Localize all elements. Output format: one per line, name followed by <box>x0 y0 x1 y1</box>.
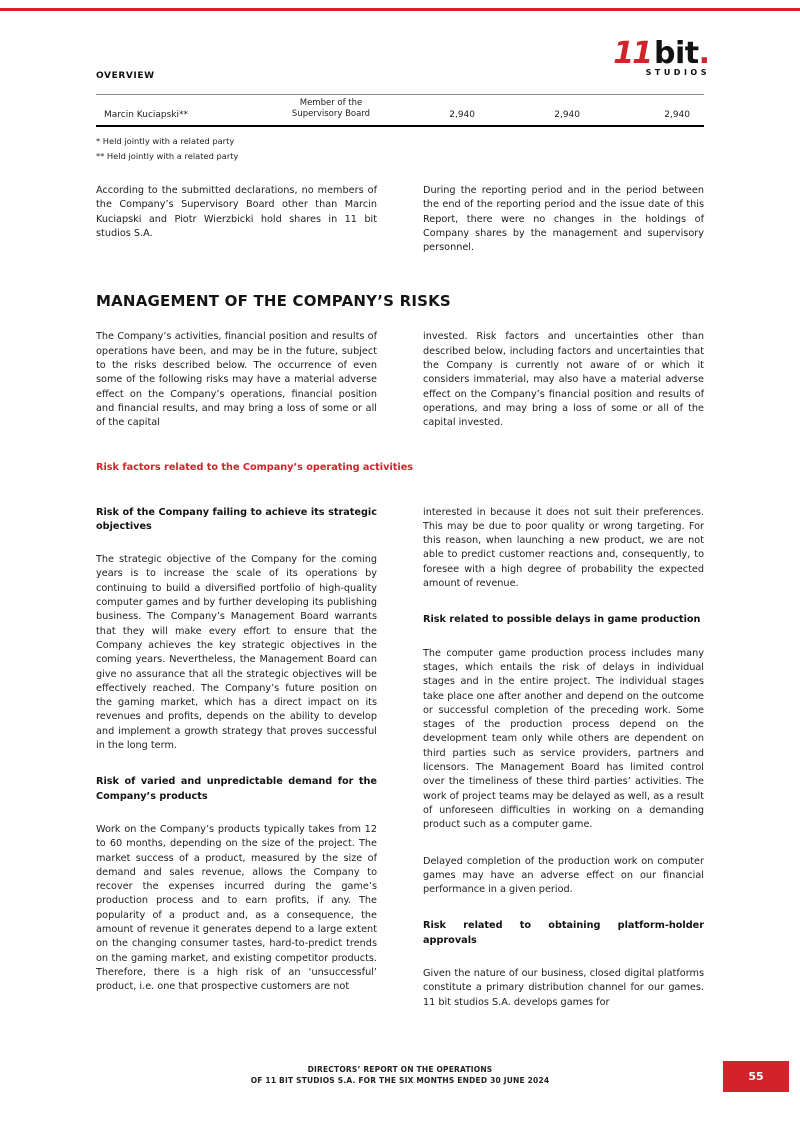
footer-report-title <box>0 1056 800 1086</box>
person-role <box>246 98 416 120</box>
shares-value-2: 2,940 <box>554 110 580 120</box>
section-label: OVERVIEW <box>96 71 155 81</box>
risk-paragraph: interested in because it does not suit their preferences. This may be due to poor quality or wrong targeting. For this reason, when launching a new product, we are not able to predict customer reactions and, consequently, to foresee with a high degree of probability the expected amount of revenue. <box>423 506 704 590</box>
footnote-2: ** Held jointly with a related party <box>96 151 239 161</box>
risk-intro-right: invested. Risk factors and uncertainties other than described below, including factors and uncertainties that the Company is currently not aware of or which it considers immaterial, may also have a material adverse effect on the Company’s financial position and results of operations, and may bring a loss of some or all of the capital invested. <box>423 331 704 429</box>
intro-columns <box>96 184 704 255</box>
risk-paragraph: Delayed completion of the production work on computer games may have an adverse effect on our financial performance in a given period. <box>423 855 704 896</box>
risk-subheading: Risk factors related to the Company’s operating activities <box>96 461 414 473</box>
page-footer <box>0 1056 800 1096</box>
content-area <box>96 94 704 1010</box>
risk-content-columns <box>96 506 704 1010</box>
intro-paragraph-left: According to the submitted declarations, no members of the Company’s Supervisory Board other than Marcin Kuciapski and Piotr Wierzbicki hold shares in 11 bit studios S.A. <box>96 185 377 239</box>
risk-intro-left: The Company’s activities, financial position and results of operations have been, and may be in the future, subject to the risks described below. The occurrence of even some of the following risks may have a material adverse effect on the Company’s operations, financial position and financial results, and may bring a loss of some or all of the capital <box>96 331 377 429</box>
shares-value-3: 2,940 <box>664 110 690 120</box>
section-title: MANAGEMENT OF THE COMPANY’S RISKS <box>96 292 451 311</box>
risk-column-left <box>96 506 377 1010</box>
risk-heading: Risk related to possible delays in game production <box>423 614 701 626</box>
risk-column-right <box>423 506 704 1010</box>
footnote-1: * Held jointly with a related party <box>96 136 235 146</box>
shares-table <box>96 94 704 127</box>
logo-11-glyph: 11 <box>613 36 651 71</box>
risk-paragraph: The strategic objective of the Company for the coming years is to increase the scale of its operations by continuing to build a diversified portfolio of high-quality computer games and by further developing its publishing business. The Company’s Management Board warrants that they will make every effort to ensure that the Company achieves the key strategic objectives in the coming years. Nevertheless, the Management Board can give no assurance that all the strategic objectives will be effectively reached. The Company’s future position on the gaming market, which has a direct impact on its revenues and profits, depends on the ability to develop and implement a growth strategy that proves successful in the long term. <box>96 554 377 752</box>
logo-wordmark <box>613 36 710 71</box>
footer-line-1: DIRECTORS’ REPORT ON THE OPERATIONS <box>307 1065 493 1074</box>
table-row <box>96 95 704 125</box>
risk-heading: Risk related to obtaining platform-holder approvals <box>423 920 704 946</box>
risk-paragraph: Given the nature of our business, closed digital platforms constitute a primary distribution channel for our games. 11 bit studios S.A. develops games for <box>423 967 704 1008</box>
risk-paragraph: Work on the Company’s products typically takes from 12 to 60 months, depending on the size of the project. The market success of a product, measured by the size of demand and sales revenue, allows the Company to recover the expenses incurred during the game’s production process and to earn profits, if any. The popularity of a product and, as a consequence, the amount of revenue it generates depend to a large extent on the changing consumer tastes, hard-to-predict trends on the gaming market, and existing competitor products. Therefore, there is a high risk of an ‘unsuccessful’ product, i.e. one that prospective customers are not <box>96 823 377 993</box>
risk-heading: Risk of the Company failing to achieve its strategic objectives <box>96 506 377 532</box>
role-line-1: Member of the <box>299 98 363 108</box>
table-footnotes <box>96 134 704 164</box>
person-name: Marcin Kuciapski** <box>104 110 189 120</box>
logo-dot: . <box>698 36 710 71</box>
logo-bit-text: bit <box>653 36 699 71</box>
page-number-badge: 55 <box>723 1061 789 1092</box>
role-line-2: Supervisory Board <box>291 109 371 119</box>
risk-heading: Risk of varied and unpredictable demand for the Company’s products <box>96 776 377 802</box>
risk-paragraph: The computer game production process includes many stages, which entails the risk of delays in individual stages and in the entire project. The individual stages take place one after another and depend on the outcome or successful completion of the preceding work. Some stages of the production process depend on the development team only while others are dependent on third parties such as service providers, partners and licensors. The Management Board has limited control over the timeliness of these third parties’ activities. The work of project teams may be delayed as well, as a result of unforeseen difficulties in working on a demanding product such as a computer game. <box>423 647 704 831</box>
top-accent-rule <box>0 8 800 11</box>
footer-line-2: OF 11 BIT STUDIOS S.A. FOR THE SIX MONTHS ENDED 30 JUNE 2024 <box>250 1076 550 1085</box>
company-logo <box>613 36 710 77</box>
risk-intro-columns <box>96 330 704 430</box>
intro-paragraph-right: During the reporting period and in the period between the end of the reporting period and the issue date of this Report, there were no changes in the holdings of Company shares by the management and supervisory personnel. <box>423 185 704 254</box>
logo-studios-text: STUDIOS <box>645 68 710 77</box>
shares-value-1: 2,940 <box>449 110 475 120</box>
